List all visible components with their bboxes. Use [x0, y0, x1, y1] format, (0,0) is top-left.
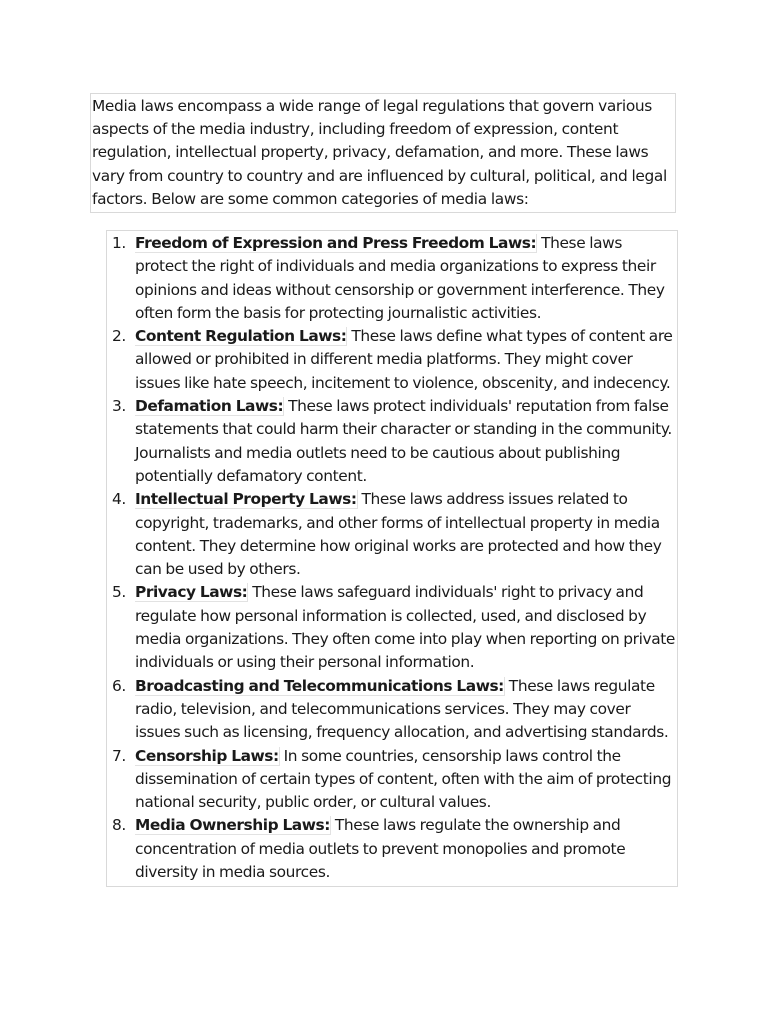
list-item-term: Censorship Laws:: [135, 746, 279, 765]
list-item: [107, 745, 676, 815]
list-item: [107, 814, 676, 884]
list-item-term: Content Regulation Laws:: [135, 327, 347, 346]
list-item-number: 7.: [112, 746, 126, 765]
list-item-description: These laws safeguard individuals' right to privacy and regulate how personal information is collected, used, and disclosed by media organizations. They often come into play when reporting on private individuals or using their personal information.: [135, 583, 676, 672]
list-item-number: 3.: [112, 397, 126, 416]
list-item-number: 6.: [112, 676, 126, 695]
list-item-number: 4.: [112, 490, 126, 509]
list-item: [107, 325, 676, 395]
list-item-number: 5.: [112, 583, 126, 602]
list-item-term: Freedom of Expression and Press Freedom Laws:: [135, 234, 537, 252]
list-item: [107, 232, 676, 325]
media-laws-list: [107, 232, 676, 884]
list-item-term: Broadcasting and Telecommunications Laws:: [135, 676, 504, 695]
list-item-description: These laws define what types of content are allowed or prohibited in different media platforms. They might cover issues like hate speech, incitement to violence, obscenity, and indecency.: [135, 327, 673, 392]
list-item-number: 2.: [112, 327, 126, 346]
list-item: [107, 581, 676, 674]
list-item-description: These laws protect the right of individuals and media organizations to express their opinions and ideas without censorship or government interference. They often form the basis for protecting journalistic activities.: [135, 234, 665, 322]
list-item-number: 1.: [112, 234, 126, 252]
list-item-description: These laws address issues related to copyright, trademarks, and other forms of intellectual property in media content. They determine how original works are protected and how they can be used by others.: [135, 490, 662, 579]
media-laws-list-box: [106, 230, 678, 887]
list-item-description: In some countries, censorship laws control the dissemination of certain types of content, often with the aim of protecting national security, public order, or cultural values.: [135, 746, 672, 812]
list-item-term: Intellectual Property Laws:: [135, 490, 357, 509]
list-item-term: Defamation Laws:: [135, 397, 284, 416]
intro-paragraph: Media laws encompass a wide range of legal regulations that govern various aspects of the media industry, including freedom of expression, content regulation, intellectual property, privacy, defamation, and more. These laws vary from country to country and are influenced by cultural, political, and legal factors. Below are some common categories of media laws:: [90, 93, 676, 213]
list-item-term: Privacy Laws:: [135, 583, 248, 602]
list-item: [107, 395, 676, 488]
list-item-number: 8.: [112, 816, 126, 835]
list-item-description: These laws protect individuals' reputation from false statements that could harm their character or standing in the community. Journalists and media outlets need to be cautious about publishing potentially defamatory content.: [135, 397, 672, 485]
list-item-term: Media Ownership Laws:: [135, 816, 330, 835]
list-item-description: These laws regulate radio, television, and telecommunications services. They may cover issues such as licensing, frequency allocation, and advertising standards.: [135, 676, 669, 742]
list-item: [107, 488, 676, 581]
list-item: [107, 675, 676, 745]
list-item-description: These laws regulate the ownership and concentration of media outlets to prevent monopolies and promote diversity in media sources.: [135, 816, 626, 882]
